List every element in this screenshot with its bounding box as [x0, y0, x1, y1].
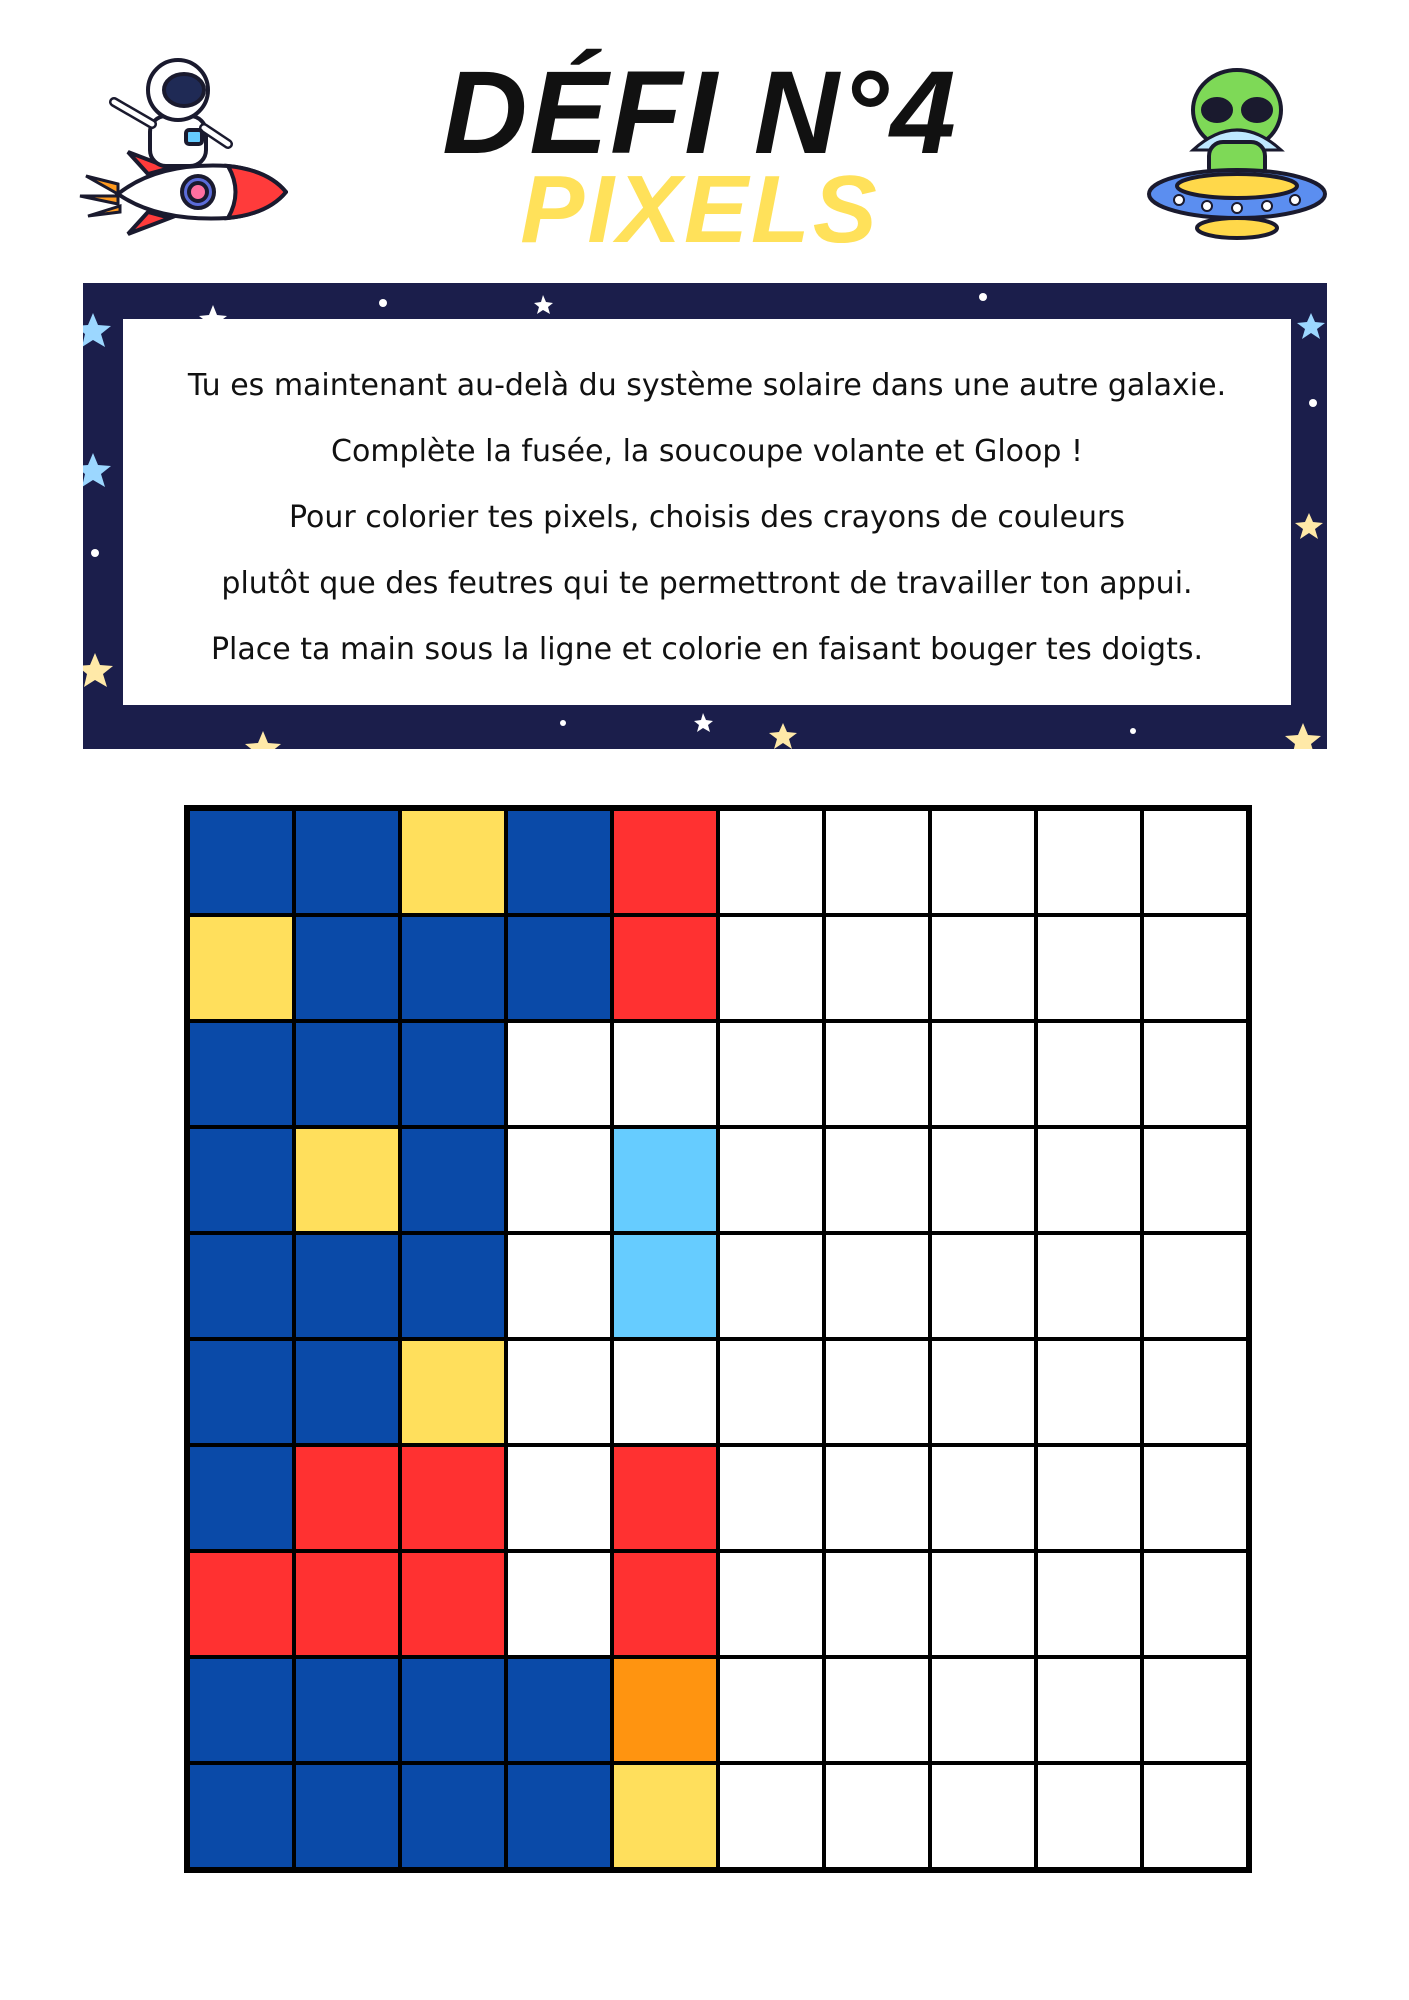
colored-pixel-cell [188, 1339, 294, 1445]
colored-pixel-cell [294, 1127, 400, 1233]
empty-pixel-cell[interactable] [1036, 1127, 1142, 1233]
empty-pixel-cell[interactable] [718, 1127, 824, 1233]
colored-pixel-cell [294, 1233, 400, 1339]
empty-pixel-cell[interactable] [1142, 1551, 1248, 1657]
empty-pixel-cell[interactable] [930, 809, 1036, 915]
colored-pixel-cell [294, 915, 400, 1021]
colored-pixel-cell [400, 809, 506, 915]
empty-pixel-cell[interactable] [506, 1127, 612, 1233]
instructions-box [123, 319, 1291, 705]
empty-pixel-cell[interactable] [1036, 1551, 1142, 1657]
empty-pixel-cell[interactable] [1036, 1233, 1142, 1339]
empty-pixel-cell[interactable] [824, 1233, 930, 1339]
empty-pixel-cell[interactable] [824, 809, 930, 915]
colored-pixel-cell [188, 1233, 294, 1339]
colored-pixel-cell [400, 1763, 506, 1869]
empty-pixel-cell[interactable] [930, 1021, 1036, 1127]
colored-pixel-cell [612, 1127, 718, 1233]
colored-pixel-cell [188, 809, 294, 915]
alien-saucer-illustration [1145, 50, 1330, 255]
colored-pixel-cell [612, 809, 718, 915]
empty-pixel-cell[interactable] [930, 1233, 1036, 1339]
colored-pixel-cell [400, 1127, 506, 1233]
instruction-line: Place ta main sous la ligne et colorie en faisant bouger tes doigts. [210, 632, 1204, 667]
colored-pixel-cell [612, 1551, 718, 1657]
empty-pixel-cell[interactable] [1142, 1763, 1248, 1869]
empty-pixel-cell[interactable] [1036, 1021, 1142, 1127]
colored-pixel-cell [188, 1551, 294, 1657]
page-subtitle: PIXELS [520, 156, 880, 263]
empty-pixel-cell[interactable] [1142, 1657, 1248, 1763]
empty-pixel-cell[interactable] [1142, 1445, 1248, 1551]
colored-pixel-cell [400, 1339, 506, 1445]
empty-pixel-cell[interactable] [506, 1233, 612, 1339]
empty-pixel-cell[interactable] [1142, 1021, 1248, 1127]
empty-pixel-cell[interactable] [824, 1657, 930, 1763]
empty-pixel-cell[interactable] [718, 1233, 824, 1339]
empty-pixel-cell[interactable] [1036, 1445, 1142, 1551]
colored-pixel-cell [612, 1763, 718, 1869]
empty-pixel-cell[interactable] [824, 1763, 930, 1869]
empty-pixel-cell[interactable] [1036, 915, 1142, 1021]
colored-pixel-cell [506, 1763, 612, 1869]
colored-pixel-cell [188, 1127, 294, 1233]
colored-pixel-cell [400, 915, 506, 1021]
empty-pixel-cell[interactable] [824, 1021, 930, 1127]
pixel-grid-area [184, 805, 1252, 1873]
colored-pixel-cell [612, 1657, 718, 1763]
instructions-banner [83, 283, 1327, 749]
empty-pixel-cell[interactable] [1036, 1339, 1142, 1445]
empty-pixel-cell[interactable] [824, 1127, 930, 1233]
empty-pixel-cell[interactable] [1036, 809, 1142, 915]
astronaut-rocket-illustration [78, 44, 288, 260]
colored-pixel-cell [188, 1763, 294, 1869]
empty-pixel-cell[interactable] [1142, 809, 1248, 915]
colored-pixel-cell [294, 1445, 400, 1551]
colored-pixel-cell [400, 1657, 506, 1763]
empty-pixel-cell[interactable] [718, 1657, 824, 1763]
colored-pixel-cell [188, 1021, 294, 1127]
empty-pixel-cell[interactable] [1036, 1763, 1142, 1869]
empty-pixel-cell[interactable] [718, 809, 824, 915]
empty-pixel-cell[interactable] [930, 1127, 1036, 1233]
empty-pixel-cell[interactable] [718, 1551, 824, 1657]
empty-pixel-cell[interactable] [930, 1339, 1036, 1445]
colored-pixel-cell [188, 1657, 294, 1763]
colored-pixel-cell [294, 1021, 400, 1127]
empty-pixel-cell[interactable] [1142, 915, 1248, 1021]
colored-pixel-cell [506, 1657, 612, 1763]
colored-pixel-cell [400, 1551, 506, 1657]
colored-pixel-cell [612, 1445, 718, 1551]
empty-pixel-cell[interactable] [506, 1339, 612, 1445]
colored-pixel-cell [506, 915, 612, 1021]
empty-pixel-cell[interactable] [824, 1339, 930, 1445]
colored-pixel-cell [612, 1233, 718, 1339]
empty-pixel-cell[interactable] [930, 1763, 1036, 1869]
colored-pixel-cell [506, 809, 612, 915]
empty-pixel-cell[interactable] [506, 1551, 612, 1657]
empty-pixel-cell[interactable] [1036, 1657, 1142, 1763]
empty-pixel-cell[interactable] [1142, 1233, 1248, 1339]
instruction-line: Pour colorier tes pixels, choisis des crayons de couleurs [288, 500, 1126, 535]
empty-pixel-cell[interactable] [930, 1657, 1036, 1763]
page-title: DÉFI N°4 [442, 47, 958, 179]
instruction-line: plutôt que des feutres qui te permettront de travailler ton appui. [221, 566, 1193, 601]
empty-pixel-cell[interactable] [718, 1763, 824, 1869]
empty-pixel-cell[interactable] [824, 1445, 930, 1551]
empty-pixel-cell[interactable] [718, 915, 824, 1021]
pixel-grid [184, 805, 1252, 1873]
colored-pixel-cell [294, 1763, 400, 1869]
colored-pixel-cell [294, 1339, 400, 1445]
colored-pixel-cell [188, 1445, 294, 1551]
colored-pixel-cell [294, 1551, 400, 1657]
page-header [440, 47, 960, 263]
empty-pixel-cell[interactable] [1142, 1339, 1248, 1445]
colored-pixel-cell [612, 915, 718, 1021]
colored-pixel-cell [400, 1445, 506, 1551]
instruction-line: Tu es maintenant au-delà du système solaire dans une autre galaxie. [187, 368, 1227, 403]
empty-pixel-cell[interactable] [930, 1551, 1036, 1657]
empty-pixel-cell[interactable] [930, 915, 1036, 1021]
empty-pixel-cell[interactable] [612, 1339, 718, 1445]
empty-pixel-cell[interactable] [718, 1445, 824, 1551]
empty-pixel-cell[interactable] [1142, 1127, 1248, 1233]
colored-pixel-cell [400, 1021, 506, 1127]
colored-pixel-cell [188, 915, 294, 1021]
empty-pixel-cell[interactable] [506, 1021, 612, 1127]
empty-pixel-cell[interactable] [506, 1445, 612, 1551]
empty-pixel-cell[interactable] [612, 1021, 718, 1127]
instruction-line: Complète la fusée, la soucoupe volante et Gloop ! [331, 434, 1083, 469]
colored-pixel-cell [400, 1233, 506, 1339]
empty-pixel-cell[interactable] [718, 1021, 824, 1127]
empty-pixel-cell[interactable] [824, 915, 930, 1021]
empty-pixel-cell[interactable] [824, 1551, 930, 1657]
empty-pixel-cell[interactable] [718, 1339, 824, 1445]
colored-pixel-cell [294, 1657, 400, 1763]
empty-pixel-cell[interactable] [930, 1445, 1036, 1551]
colored-pixel-cell [294, 809, 400, 915]
